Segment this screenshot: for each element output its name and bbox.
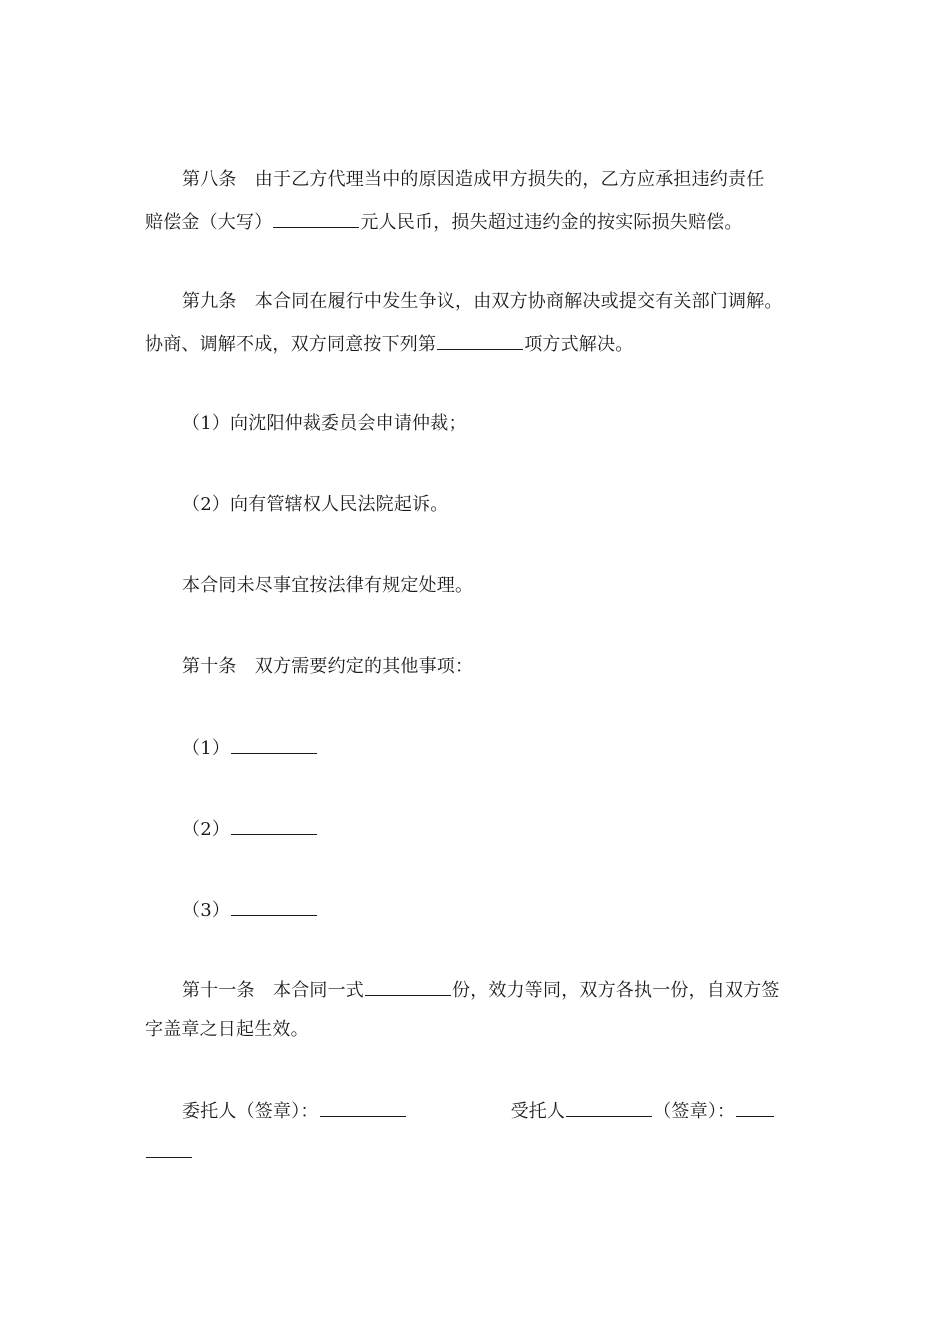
article-8-line-1 bbox=[182, 170, 847, 190]
article-10-text: 第十条 双方需要约定的其他事项： bbox=[182, 656, 474, 677]
item-2-blank[interactable] bbox=[231, 818, 317, 835]
item-3-label: （3） bbox=[182, 900, 231, 921]
article-8-line-2 bbox=[145, 211, 810, 233]
article-9-option-1 bbox=[182, 414, 847, 434]
dispute-option-blank[interactable] bbox=[437, 333, 523, 350]
article-8-text-2a: 赔偿金（大写） bbox=[145, 212, 273, 233]
compensation-amount-blank[interactable] bbox=[273, 211, 359, 228]
principal-signature-blank[interactable] bbox=[320, 1100, 406, 1117]
legal-note-text: 本合同未尽事宜按法律有规定处理。 bbox=[182, 575, 474, 596]
article-11-text-1a: 第十一条 本合同一式 bbox=[182, 980, 364, 1001]
article-10-item-2 bbox=[182, 818, 847, 840]
item-1-blank[interactable] bbox=[231, 737, 317, 754]
article-11-text-2: 字盖章之日起生效。 bbox=[145, 1019, 309, 1040]
agent-label-a: 受托人 bbox=[510, 1101, 566, 1122]
item-3-blank[interactable] bbox=[231, 899, 317, 916]
item-1-label: （1） bbox=[182, 738, 231, 759]
arbitration-option-text: （1）向沈阳仲裁委员会申请仲裁； bbox=[182, 413, 467, 434]
article-11-line-2 bbox=[145, 1020, 810, 1040]
article-9-note bbox=[182, 576, 847, 596]
item-2-label: （2） bbox=[182, 819, 231, 840]
signature-line-continued bbox=[145, 1141, 810, 1163]
signature-line bbox=[182, 1100, 847, 1122]
article-8-text-1: 第八条 由于乙方代理当中的原因造成甲方损失的，乙方应承担违约责任 bbox=[182, 169, 765, 190]
article-10-item-1 bbox=[182, 737, 847, 759]
article-9-text-2b: 项方式解决。 bbox=[524, 334, 634, 355]
article-11-line-1 bbox=[182, 979, 847, 1001]
article-9-line-1 bbox=[182, 292, 847, 312]
article-11-text-1b: 份，效力等同，双方各执一份，自双方签 bbox=[452, 980, 780, 1001]
agent-name-blank[interactable] bbox=[566, 1100, 652, 1117]
principal-label: 委托人（签章）： bbox=[182, 1101, 319, 1122]
agent-signature-blank-end[interactable] bbox=[146, 1141, 192, 1158]
article-10-item-3 bbox=[182, 899, 847, 921]
article-8-text-2b: 元人民币，损失超过违约金的按实际损失赔偿。 bbox=[360, 212, 743, 233]
article-9-line-2 bbox=[145, 333, 810, 355]
agent-signature-blank-start[interactable] bbox=[736, 1100, 774, 1117]
article-9-option-2 bbox=[182, 495, 847, 515]
article-9-text-2a: 协商、调解不成，双方同意按下列第 bbox=[145, 334, 437, 355]
article-10-title bbox=[182, 657, 847, 677]
article-9-text-1: 第九条 本合同在履行中发生争议，由双方协商解决或提交有关部门调解。 bbox=[182, 291, 783, 312]
court-option-text: （2）向有管辖权人民法院起诉。 bbox=[182, 494, 449, 515]
agent-label-b: （签章）： bbox=[653, 1101, 736, 1122]
copies-count-blank[interactable] bbox=[365, 979, 451, 996]
